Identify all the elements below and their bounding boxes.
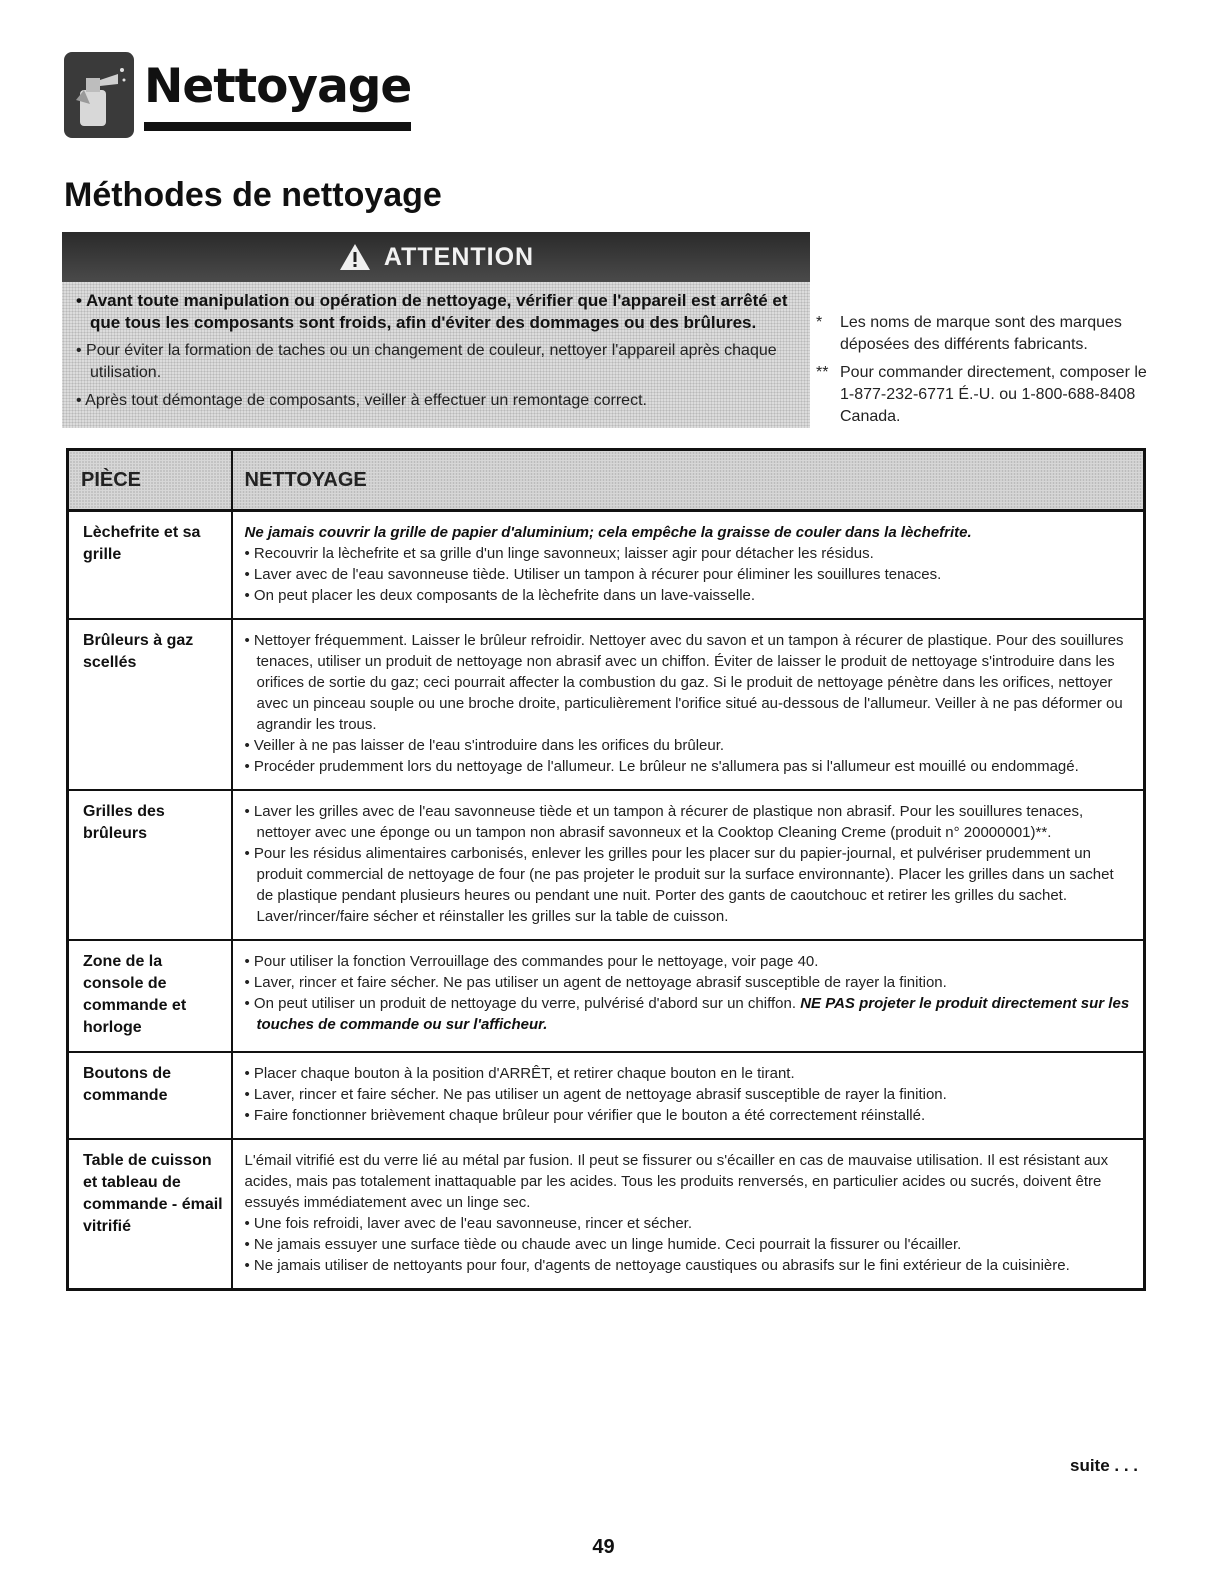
part-name: Table de cuisson et tableau de commande - émail vitrifié: [68, 1139, 232, 1290]
list-item: • Laver avec de l'eau savonneuse tiède. Utiliser un tampon à récurer pour éliminer les souillures tenaces.: [245, 564, 1134, 585]
list-item: • On peut placer les deux composants de la lèchefrite dans un lave-vaisselle.: [245, 585, 1134, 606]
continued-label: suite . . .: [1070, 1456, 1139, 1475]
table-row: [68, 940, 1145, 1052]
page-heading: Méthodes de nettoyage: [64, 176, 442, 214]
intro-text: L'émail vitrifié est du verre lié au métal par fusion. Il peut se fissurer ou s'écailler en cas de mauvaise utilisation. Il est résistant aux acides, mais pas totalement inattaquable par les acides. Tous les produits renversés, en particulier acides ou sucrés, doivent être essuyés immédiatement avec un linge sec.: [244, 1152, 1109, 1211]
list-item: • Pour utiliser la fonction Verrouillage des commandes pour le nettoyage, voir page 40.: [245, 951, 1134, 972]
page-number: 49: [592, 1536, 615, 1558]
cleaning-instructions: [232, 1139, 1145, 1290]
table-row: [68, 1139, 1145, 1290]
warning-triangle-icon: [338, 242, 372, 272]
attention-box: [62, 232, 810, 428]
attention-item: • Après tout démontage de composants, veiller à effectuer un remontage correct.: [76, 392, 647, 409]
list-item: • Veiller à ne pas laisser de l'eau s'introduire dans les orifices du brûleur.: [245, 735, 1134, 756]
table-row: [68, 790, 1145, 940]
table-row: [68, 511, 1145, 620]
part-name: Zone de la console de commande et horloge: [68, 940, 232, 1052]
attention-list: [76, 290, 800, 418]
section-header: [64, 52, 411, 138]
list-item: • Faire fonctionner brièvement chaque brûleur pour vérifier que le bouton a été correctement réinstallé.: [245, 1105, 1134, 1126]
column-header-part: PIÈCE: [68, 450, 232, 511]
list-item: • Laver, rincer et faire sécher. Ne pas utiliser un agent de nettoyage abrasif susceptible de rayer la finition.: [245, 1084, 1134, 1105]
cleaning-table: [66, 448, 1146, 1291]
table-header-row: [68, 450, 1145, 511]
cleaning-instructions: [232, 511, 1145, 620]
table-row: [68, 619, 1145, 790]
section-title: Nettoyage: [144, 58, 411, 131]
part-name: Grilles des brûleurs: [68, 790, 232, 940]
list-item: • On peut utiliser un produit de nettoyage du verre, pulvérisé d'abord sur un chiffon. NE PAS projeter le produit directement sur les touches de commande ou sur l'afficheur.: [245, 993, 1134, 1035]
list-item: • Placer chaque bouton à la position d'ARRÊT, et retirer chaque bouton en le tirant.: [245, 1063, 1134, 1084]
cleaning-instructions: [232, 940, 1145, 1052]
column-header-cleaning: NETTOYAGE: [232, 450, 1145, 511]
cleaning-spray-icon: [64, 52, 134, 138]
list-item: • Procéder prudemment lors du nettoyage de l'allumeur. Le brûleur ne s'allumera pas si l'allumeur est mouillé ou endommagé.: [245, 756, 1134, 777]
cleaning-instructions: [232, 790, 1145, 940]
warning-text: Ne jamais couvrir la grille de papier d'aluminium; cela empêche la graisse de couler dans la lèchefrite.: [244, 524, 972, 541]
part-name: Brûleurs à gaz scellés: [68, 619, 232, 790]
footnotes: [816, 312, 1156, 434]
footnote-order: ** Pour commander directement, composer le 1-877-232-6771 É.-U. ou 1-800-688-8408 Canada.: [816, 364, 1147, 425]
attention-title: ATTENTION: [383, 242, 535, 271]
list-item: • Nettoyer fréquemment. Laisser le brûleur refroidir. Nettoyer avec du savon et un tampon à récurer de plastique. Pour des souillures tenaces, utiliser un produit de nettoyage non abrasif avec un chiffon. Éviter de laisser le produit de nettoyage s'introduire dans les orifices de sortie du gaz; ceci pourrait affecter la combustion du gaz. Si le produit de nettoyage pénètre dans les orifices, nettoyer avec un pinceau souple ou une broche droite, particulièrement l'orifice situé au-dessous de l'allumeur. Veiller à ne pas déformer ou agrandir les trous.: [245, 630, 1134, 735]
list-item: • Recouvrir la lèchefrite et sa grille d'un linge savonneux; laisser agir pour détacher les résidus.: [245, 543, 1134, 564]
list-item: • Pour les résidus alimentaires carbonisés, enlever les grilles pour les placer sur du papier-journal, et pulvériser prudemment un produit commercial de nettoyage de four (ne pas projeter le produit sur la surface environnante). Placer les grilles dans un sachet de plastique pendant plusieurs heures ou pendant une nuit. Porter des gants de caoutchouc et retirer les grilles du sachet. Laver/rincer/faire sécher et réinstaller les grilles sur la table de cuisson.: [245, 843, 1134, 927]
footnote-trademark: * Les noms de marque sont des marques déposées des différents fabricants.: [816, 314, 1122, 353]
list-item: • Laver les grilles avec de l'eau savonneuse tiède et un tampon à récurer de plastique non abrasif. Pour les souillures tenaces, nettoyer avec une éponge ou un tampon non abrasif savonneux et la Cooktop Cleaning Creme (produit n° 20000001)**.: [245, 801, 1134, 843]
attention-item: • Avant toute manipulation ou opération de nettoyage, vérifier que l'appareil est arrêté et que tous les composants sont froids, afin d'éviter des dommages ou des brûlures.: [76, 291, 788, 332]
list-item: • Ne jamais utiliser de nettoyants pour four, d'agents de nettoyage caustiques ou abrasifs sur le fini extérieur de la cuisinière.: [245, 1255, 1134, 1276]
table-row: [68, 1052, 1145, 1139]
list-item: • Laver, rincer et faire sécher. Ne pas utiliser un agent de nettoyage abrasif susceptible de rayer la finition.: [245, 972, 1134, 993]
warning-text: NE PAS projeter le produit directement sur les touches de commande ou sur l'afficheur.: [256, 995, 1130, 1033]
part-name: Boutons de commande: [68, 1052, 232, 1139]
cleaning-instructions: [232, 1052, 1145, 1139]
list-item: • Une fois refroidi, laver avec de l'eau savonneuse, rincer et sécher.: [245, 1213, 1134, 1234]
attention-item: • Pour éviter la formation de taches ou un changement de couleur, nettoyer l'appareil après chaque utilisation.: [76, 342, 777, 381]
list-item: • Ne jamais essuyer une surface tiède ou chaude avec un linge humide. Ceci pourrait la fissurer ou l'écailler.: [245, 1234, 1134, 1255]
part-name: Lèchefrite et sa grille: [68, 511, 232, 620]
cleaning-instructions: [232, 619, 1145, 790]
attention-banner: [62, 232, 810, 282]
